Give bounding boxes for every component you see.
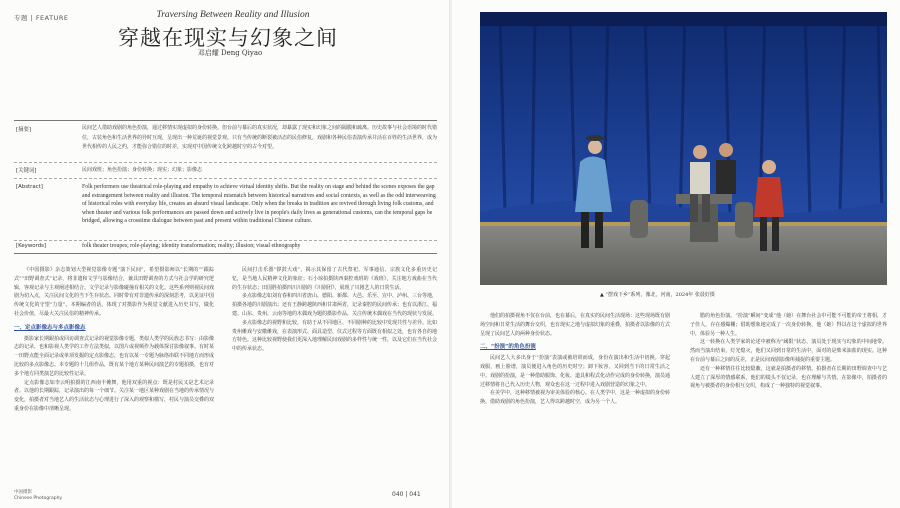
keywords-en-text: folk theater troupes; role-playing; identity transformation; reality; illusion; visual ethnography: [82, 243, 301, 249]
abstract-en-text: Folk performers use theatrical role-playing and empathy to achieve virtual identity shifts. But the reality on stage and behind the scenes exposes the gap and estrangement between reality and illusion. The temporal mismatch between historical narratives and social contexts, as well as the odd interweaving of historical roles with everyday life, creates an absurd visual landscape. Only when the breaks in tradition are revived through living folk customs, and when theater and various folk performances are passed down and actively live in people's daily lives as generational customs, can the temporal gaps be bridged, allowing a crosstime dialogue between past and present within traditional Chinese culture.: [82, 184, 436, 225]
abstract-bottom-rule: [14, 253, 437, 254]
body-paragraph: 民间艺人大多出身于“扮演”表演或被培训而成，身份在演出和生活中切换。穿起戏服，画上脸谱，演员便进入角色的历史时空；卸下妆容，又回到当下的日常生活之中。戏剧的扮演，是一种借助服饰、化妆、道具和程式化动作完成的身份转换，演员通过移情将自己代入历史人物，观众也在这一过程中进入戏剧营造的幻象之中。: [480, 355, 670, 388]
keywords-cn-text: 民间戏班；角色扮演；身份转换；现实；幻象；影像志: [82, 167, 203, 173]
body-paragraph: 民间打击乐器“锣鼓大戏”，揭示其保留了古代祭祀、军事通信、宗族文化多重历史记忆，是当地人民精神文化的象征；石小琼拍摄陕西秦腔戏班的《戏班》，关注地方戏曲在当代的生存状态；田国胜拍摄四川川剧的《川剧团》，展现了川剧艺人的日常生活。: [232, 267, 437, 291]
abstract-cn-text: 民间艺人借助戏剧的角色扮演，通过移情实现虚拟的身份转换。但台前与幕后的真实状况，却暴露了现实和幻象之间的隔膜和疏离。历史故事与社会语境的时代错位，古装角色和生活世界的异时互现，呈现出一种荒诞的视觉景观。只有当传统的断裂被活态的民俗修复，戏剧和各种民俗表演传承并活在百姓的生活世界，成为世代相传的人民之约，才能弥合错位的时差，实现对中国传统文化跨越时空的古今对望。: [82, 125, 438, 150]
keywords-cn-label: [关键词]: [16, 168, 37, 174]
body-paragraph: 他们的拍摄视角不仅在台前，也在幕后，在真实的民间生活现场：这些现场既有剧场空间和日常生活的舞台交织，也有现实之地与虚拟幻象的重叠，拍摄者以影像的方式呈现了民间艺人的两种身份状态。: [480, 313, 670, 337]
section-heading: 一、定点影像志与多点影像志: [14, 324, 86, 331]
body-column-3: [480, 312, 670, 500]
article-title-english: Traversing Between Reality and Illusion: [156, 10, 310, 20]
keywords-en-label: [Keywords]: [16, 243, 47, 249]
abstract-en-label: [Abstract]: [16, 184, 43, 190]
magazine-name-en: Chinese Photography: [14, 496, 63, 501]
photo-scene-drawing: [480, 12, 887, 285]
feature-photograph: [480, 12, 887, 285]
body-paragraph: 还有一种移情往往比较隐蔽，这就是拍摄者的移情。拍摄者在长期的田野调查中与艺人建立了深厚的情感联系，他们的镜头不仅记录，也在理解与共情。在影像中，拍摄者的视角与被摄者的身份相互交织，构成了一种独特的视觉叙事。: [690, 365, 887, 390]
author-byline: 邓启耀 Deng Qiyao: [197, 49, 263, 57]
abstract-divider: [14, 162, 437, 163]
body-paragraph: 多点影像志的视野和比较，有助于从不同地区、不同剧种的比较中发现共性与差异。比如贵州傩戏与安徽傩戏，在表演形式、面具造型、仪式过程等方面既有相似之处，也有各自的地方特色。这种比较视野使我们更深入地理解民间戏剧的多样性与统一性，以及它们在当代社会中的传承状态。: [232, 319, 437, 353]
keywords-divider: [14, 178, 437, 179]
abstract-en-divider: [14, 240, 437, 241]
body-paragraph: 这一转换在人类学家的论述中被称为“阈限”状态，演员处于现实与幻象的中间地带。然而当演出结束，灯光熄灭，他们又回到日常的生活中，面对的是柴米油盐的现实。这种在台前与幕后之间的反差，正是民间戏剧影像所捕捉的重要主题。: [690, 339, 887, 363]
body-column-4: [690, 312, 887, 500]
body-paragraph: 定点影像志如李云明拍摄的江西南丰傩舞，他用双重的视点：既是村民又是艺术记录者。以他的长期跟踪，记录演出的每一个细节。关注某一地区某种戏剧在当地的传承情况与变化，拍摄者对当地艺人的生活状态与心理进行了深入的观察和描写，村民与演员交叠的双重身份在影像中清晰呈现。: [14, 379, 214, 412]
body-column-1: [14, 266, 214, 488]
magazine-name-cn: 中国摄影: [14, 490, 32, 495]
abstract-top-rule: [14, 120, 437, 121]
magazine-footer: [14, 490, 62, 502]
section-heading: 二、“扮演”的角色扮演: [480, 344, 536, 351]
body-paragraph: 摄影家长期跟拍或回访调查式记录的视觉影像专题，类似人类学的民族志书写：由影像志的记录，也和影视人类学的工作方法类似，以图片或视频作为载体探讨影像叙事。有时某一田野点能全面记录或单项发掘的定点影像志，也有以某一专题为脉络串联不同地方而形成比较的多点影像志。本专题的十几组作品，既有某个地方某种民间演艺的专题拍摄，也有对多个地方同类演艺的比较性记录。: [14, 335, 214, 377]
body-paragraph: 《中国摄影》杂志策划大型视觉影像专题“演下民间”，希望摄影师以“长期的”“跟踪式”“田野调查式”记录，将非遗和文学与影像结合，兼具田野调查的方式与社会学的研究逻辑，客观记录与主观阐述相结合。文学记录与影像碰撞有相关的文化。这些系列则视民间戏剧为切入点，关注民间文化的当下生存状态。同时带有对非遗传承的深刻思考，以见证中国传统文化的守望“力量”。本期编者的话，体现了对摄影作为视觉文献进入历史书写，做化社会价值，尽最大关注民俗的精神传承。: [14, 267, 214, 317]
section-label: 专题 | FEATURE: [14, 14, 69, 22]
page-numbers: 040 | 041: [392, 491, 421, 498]
body-paragraph: 多点影像志如刘有春和四川省唐山、德阳、新都、大邑、乐至、宣中、泸州、三台等地，拍摄各地的川剧演出；还有王静跨越陕西和甘肃两省，记录秦腔的民间传承；也有以浙江、福建、山东、贵州、云南等地的木偶戏为题的摄影作品，关注传统木偶戏在当代的现状与发展。: [232, 293, 437, 317]
body-paragraph: 在美学中，这种移情被视为审美体验的核心。在人类学中，这是一种虚拟的身份转换。借助戏剧的角色扮演，艺人得以跨越时空，成为另一个人。: [480, 390, 670, 406]
photo-caption: ▲ “摆戏下乡”系列，豫北，河南，2024年 张晨好摄: [600, 292, 715, 298]
body-column-2: [232, 266, 437, 488]
article-title-chinese: 穿越在现实与幻象之间: [118, 26, 338, 50]
abstract-cn-label: [摘要]: [16, 127, 31, 133]
body-paragraph: 腊的角色扮演。“扮演”瞬间“变成”他（她）在舞台社会中可能不可能的帝王将相，才子佳人，存在感爆棚；借助想象地完成了一次身份转换，他（她）得以在这个虚拟的世界中，体验另一种人生。: [690, 313, 887, 337]
